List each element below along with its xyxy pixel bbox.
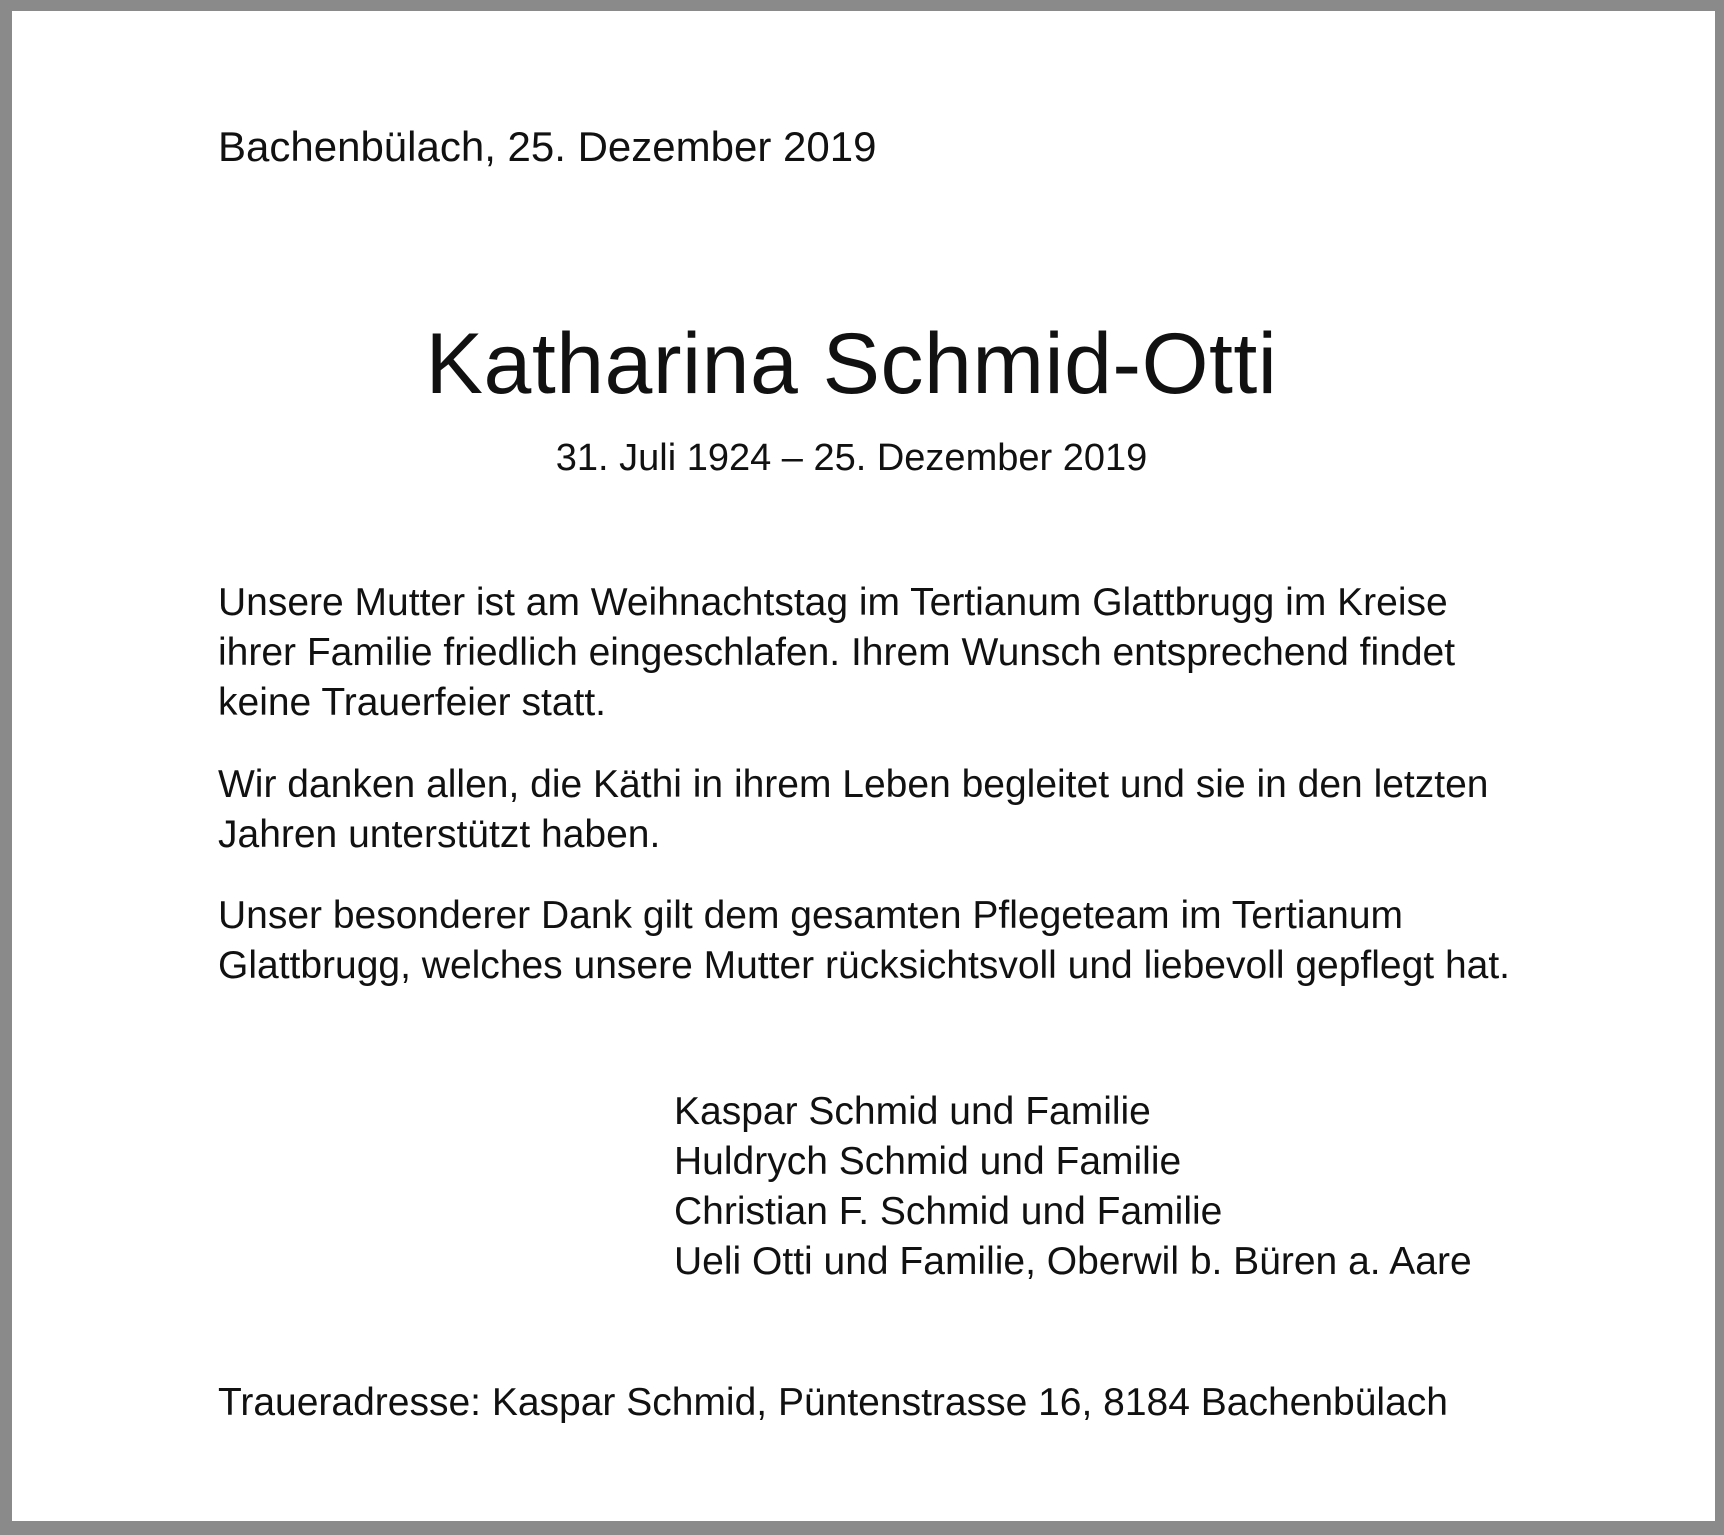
paragraph-passing [218, 578, 1455, 728]
paragraph-line: ihrer Familie friedlich eingeschlafen. Ihrem Wunsch entsprechend findet [218, 631, 1456, 674]
signer: Ueli Otti und Familie, Oberwil b. Büren a. Aare [674, 1240, 1472, 1283]
paragraph-line: Wir danken allen, die Käthi in ihrem Leben begleitet und sie in den letzten [218, 763, 1489, 806]
paragraph-line: keine Trauerfeier statt. [218, 681, 607, 724]
place-date: Bachenbülach, 25. Dezember 2019 [218, 123, 877, 170]
signer: Christian F. Schmid und Familie [674, 1190, 1223, 1233]
signer: Huldrych Schmid und Familie [674, 1140, 1182, 1183]
paragraph-line: Glattbrugg, welches unsere Mutter rücksichtsvoll und liebevoll gepflegt hat. [218, 944, 1511, 987]
paragraph-line: Unser besonderer Dank gilt dem gesamten Pflegeteam im Tertianum [218, 894, 1404, 937]
deceased-name: Katharina Schmid-Otti [425, 316, 1278, 412]
signers-list [674, 1087, 1472, 1287]
obituary-notice [12, 11, 1715, 1521]
paragraph-special-thanks [218, 891, 1510, 991]
lifespan-dates: 31. Juli 1924 – 25. Dezember 2019 [555, 437, 1148, 479]
paragraph-thanks [218, 760, 1488, 860]
mourning-address: Traueradresse: Kaspar Schmid, Püntenstrasse 16, 8184 Bachenbülach [218, 1381, 1448, 1424]
signer: Kaspar Schmid und Familie [674, 1090, 1151, 1133]
paragraph-line: Jahren unterstützt haben. [218, 813, 661, 856]
paragraph-line: Unsere Mutter ist am Weihnachtstag im Tertianum Glattbrugg im Kreise [218, 581, 1448, 624]
